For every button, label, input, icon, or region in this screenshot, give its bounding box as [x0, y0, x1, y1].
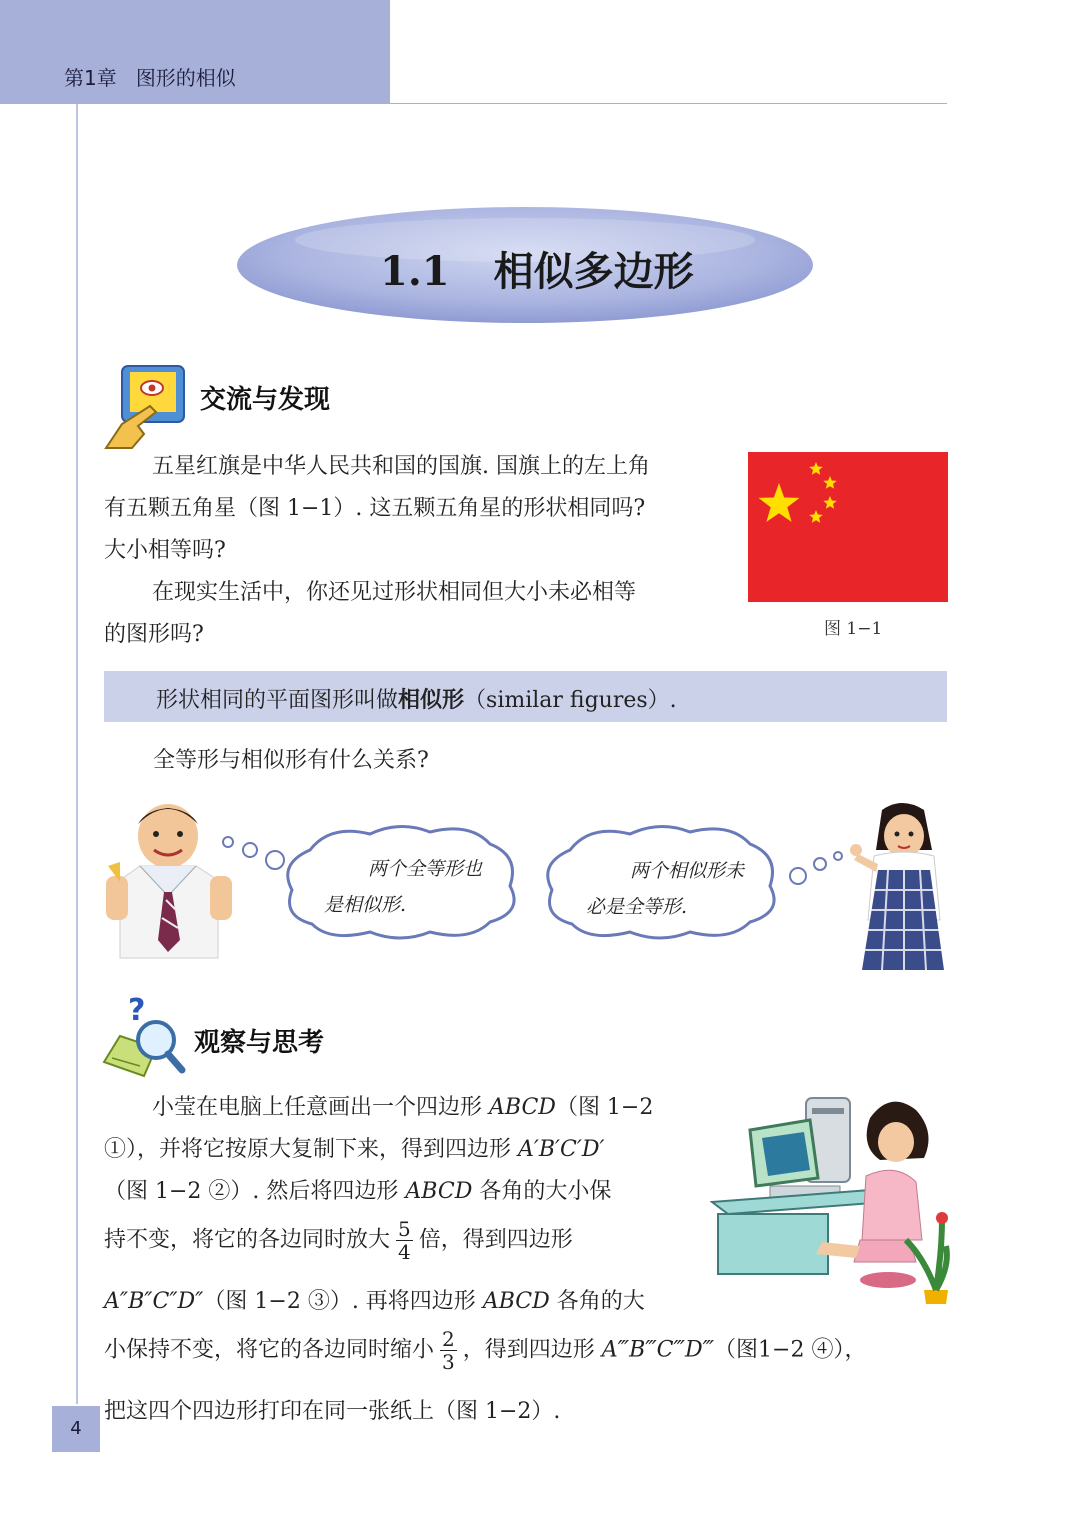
fraction-five-fourths: $\frac{5}{4}$ [398, 1217, 411, 1264]
observe-line: 持不变，将它的各边同时放大 $\frac{5}{4}$ 倍，得到四边形 [104, 1217, 573, 1264]
discover-heading: 交流与发现 [200, 385, 331, 415]
figure-caption: 图 1−1 [824, 619, 883, 639]
chapter-number: 第1章 [64, 66, 117, 90]
left-thought-bubble [220, 820, 530, 944]
question-text: 全等形与相似形有什么关系? [153, 748, 429, 773]
discover-pointing-hand-icon [100, 362, 192, 454]
observe-line: （图 1−2 ②）. 然后将四边形 ABCD 各角的大小保 [104, 1179, 612, 1204]
bubble-left-line: 两个全等形也 [368, 858, 483, 880]
header-rule [390, 103, 947, 104]
discover-paragraph [104, 446, 724, 656]
observe-line: 把这四个四边形打印在同一张纸上（图 1−2）. [104, 1399, 561, 1424]
observe-line: A″B″C″D″（图 1−2 ③）. 再将四边形 ABCD 各角的大 [104, 1289, 645, 1314]
section-title [380, 240, 694, 297]
girl-at-computer-illustration [710, 1090, 950, 1305]
definition-text [156, 683, 677, 714]
section-name: 相似多边形 [493, 248, 694, 295]
definition-term: 相似形 [398, 687, 465, 713]
china-flag-image [748, 452, 948, 602]
page-number: 4 [70, 1418, 82, 1439]
bubble-right-line: 两个相似形未 [630, 860, 745, 882]
observe-line: ①），并将它按原大复制下来，得到四边形 A′B′C′D′ [104, 1137, 605, 1162]
observe-heading: 观察与思考 [194, 1028, 325, 1058]
definition-suffix: （similar figures）. [464, 688, 677, 713]
observe-line: 小保持不变，将它的各边同时缩小 $\frac{2}{3}$ ，得到四边形 A‴B‴C‴D‴（图1−2 ④）， [104, 1327, 867, 1374]
fraction-two-thirds: $\frac{2}{3}$ [442, 1327, 455, 1374]
discover-line: 在现实生活中，你还见过形状相同但大小未必相等 [152, 580, 637, 605]
discover-line: 五星红旗是中华人民共和国的国旗. 国旗上的左上角 [152, 454, 650, 479]
definition-prefix: 形状相同的平面图形叫做 [156, 688, 399, 713]
discover-line: 大小相等吗? [104, 538, 226, 563]
chapter-header [64, 62, 236, 91]
chapter-title: 图形的相似 [135, 66, 236, 90]
svg-text:?: ? [128, 993, 146, 1028]
section-number: 1.1 [380, 248, 450, 295]
observe-line: 小莹在电脑上任意画出一个四边形 ABCD（图 1−2 [152, 1095, 654, 1120]
bubble-left-line: 是相似形. [324, 894, 407, 916]
magnifier-question-icon [100, 992, 186, 1078]
margin-rule [76, 104, 78, 1404]
boy-illustration [100, 800, 240, 962]
girl-illustration [848, 800, 948, 976]
discover-line: 的图形吗? [104, 622, 204, 647]
bubble-right-line: 必是全等形. [586, 896, 688, 918]
discover-line: 有五颗五角星（图 1−1）. 这五颗五角星的形状相同吗? [104, 496, 646, 521]
